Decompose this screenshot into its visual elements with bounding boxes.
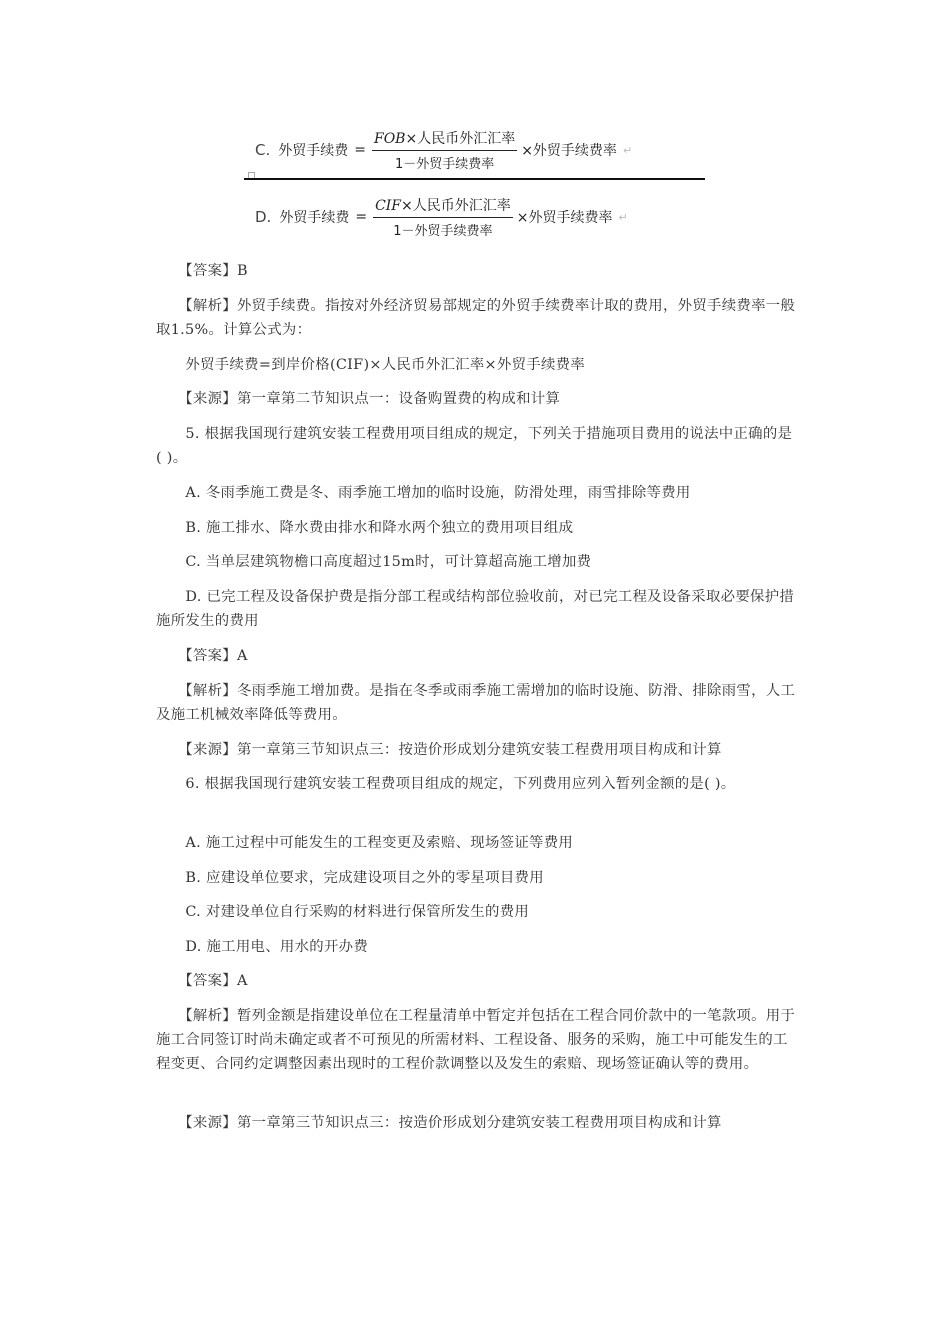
- source-q5: 【来源】第一章第三节知识点三：按造价形成划分建筑安装工程费用项目构成和计算: [156, 742, 722, 758]
- q5-option-d: D. 已完工程及设备保护费是指分部工程或结构部位验收前，对已完工程及设备采取必要保护措施所发生的费用: [156, 589, 795, 629]
- divider-line: [244, 178, 705, 180]
- q5-option-a: A. 冬雨季施工费是冬、雨季施工增加的临时设施，防滑处理，雨雪排除等费用: [156, 485, 691, 501]
- q6-option-c: C. 对建设单位自行采购的材料进行保管所发生的费用: [156, 904, 530, 920]
- denominator: 1－外贸手续费率: [393, 224, 493, 239]
- equals-sign: =: [355, 209, 368, 225]
- formula-tail: ×外贸手续费率: [521, 143, 617, 159]
- answer-q5: 【答案】A: [156, 648, 248, 664]
- option-letter: C.: [255, 141, 271, 159]
- formula-lhs: 外贸手续费: [279, 210, 350, 226]
- numerator-text: ×人民币外汇汇率: [401, 198, 511, 214]
- fraction: [372, 128, 517, 172]
- analysis-q5: 【解析】冬雨季施工增加费。是指在冬季或雨季施工需增加的临时设施、防滑、排除雨雪，人工及施工机械效率降低等费用。: [156, 683, 796, 723]
- numerator-variable: CIF: [375, 198, 402, 214]
- numerator-variable: FOB: [373, 131, 406, 147]
- analysis-q4: 【解析】外贸手续费。指按对外经济贸易部规定的外贸手续费率计取的费用，外贸手续费率一般取1.5%。计算公式为：: [156, 298, 796, 338]
- source-q6: 【来源】第一章第三节知识点三：按造价形成划分建筑安装工程费用项目构成和计算: [156, 1115, 722, 1131]
- option-letter: D.: [255, 208, 272, 226]
- formula-text: 外贸手续费=到岸价格(CIF)×人民币外汇汇率×外贸手续费率: [156, 357, 586, 373]
- numerator: [372, 128, 517, 151]
- q5-option-c: C. 当单层建筑物檐口高度超过15m时，可计算超高施工增加费: [156, 554, 592, 570]
- question-5: 5. 根据我国现行建筑安装工程费用项目组成的规定，下列关于措施项目费用的说法中正确的是( )。: [156, 426, 793, 466]
- q6-option-a: A. 施工过程中可能发生的工程变更及索赔、现场签证等费用: [156, 835, 574, 851]
- formula-tail: ×外贸手续费率: [516, 210, 613, 226]
- numerator: [373, 195, 513, 218]
- source-q4: 【来源】第一章第二节知识点一：设备购置费的构成和计算: [156, 391, 561, 407]
- fraction: [373, 195, 513, 239]
- q6-option-b: B. 应建设单位要求，完成建设项目之外的零星项目费用: [156, 870, 544, 886]
- paragraph-mark-icon: ↵: [618, 210, 628, 224]
- analysis-q6: 【解析】暂列金额是指建设单位在工程量清单中暂定并包括在工程合同价款中的一笔款项。用于施工合同签订时尚未确定或者不可预见的所需材料、工程设备、服务的采购，施工中可能发生的工程变更、合同约定调整因素出现时的工程价款调整以及发生的索赔、现场签证确认等的费用。: [156, 1008, 796, 1072]
- answer-q4: 【答案】B: [156, 263, 248, 279]
- formula-option-d: [255, 195, 628, 239]
- formula-lhs: 外贸手续费: [278, 143, 349, 159]
- q5-option-b: B. 施工排水、降水费由排水和降水两个独立的费用项目组成: [156, 520, 574, 536]
- paragraph-mark-icon: ↵: [622, 143, 633, 157]
- equals-sign: =: [354, 142, 366, 158]
- question-6: 6. 根据我国现行建筑安装工程费项目组成的规定，下列费用应列入暂列金额的是( )。: [156, 776, 736, 792]
- numerator-text: ×人民币外汇汇率: [405, 131, 516, 147]
- q6-option-d: D. 施工用电、用水的开办费: [156, 939, 369, 955]
- denominator: 1－外贸手续费率: [394, 157, 495, 172]
- answer-q6: 【答案】A: [156, 973, 248, 989]
- formula-option-c: [255, 128, 632, 172]
